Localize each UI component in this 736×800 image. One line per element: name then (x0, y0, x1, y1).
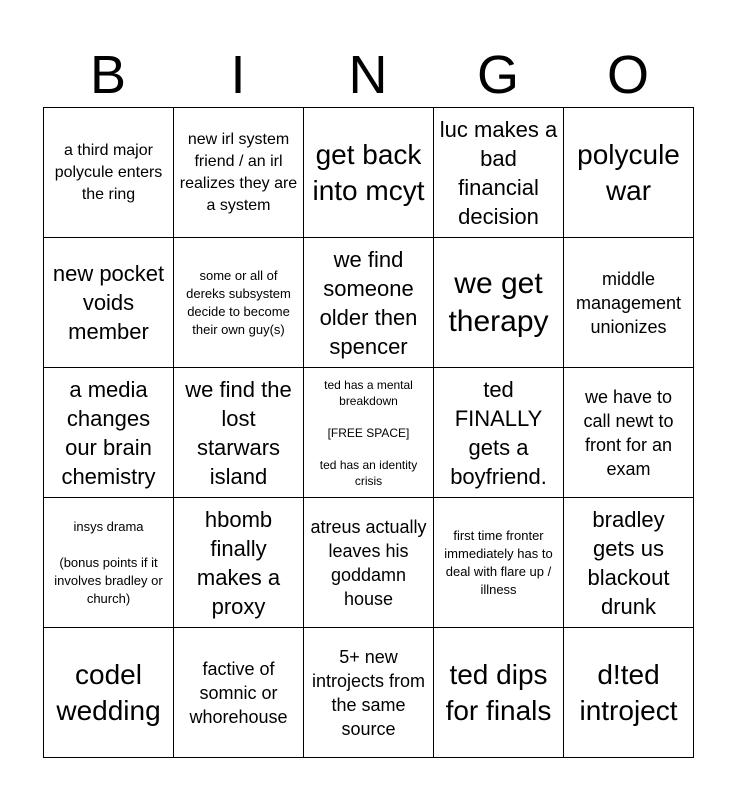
header-letter-b: B (89, 45, 127, 105)
bingo-cell[interactable] (174, 628, 304, 758)
header-letter-n: N (348, 45, 388, 105)
cell-text: 5+ new introjects from the same source (311, 646, 426, 739)
cell-text: insys drama (bonus points if it involves bradley or church) (54, 518, 163, 606)
cell-text: we have to call newt to front for an exam (583, 386, 674, 479)
cell-text: new pocket voids member (52, 261, 165, 344)
bingo-cell[interactable] (434, 238, 564, 368)
bingo-cell[interactable] (174, 108, 304, 238)
bingo-cell[interactable] (434, 498, 564, 628)
cell-text: we get therapy (448, 266, 549, 338)
bingo-cell[interactable] (174, 368, 304, 498)
bingo-cell-free-space[interactable] (304, 368, 434, 498)
cell-text: first time fronter immediately has to deal with flare up / illness (444, 527, 553, 597)
bingo-header (43, 44, 693, 106)
cell-text: polycule war (577, 138, 680, 206)
cell-text: we find someone older then spencer (319, 246, 418, 359)
bingo-cell[interactable] (44, 498, 174, 628)
header-letter-g: G (476, 45, 519, 105)
cell-text: factive of somnic or whorehouse (189, 658, 288, 727)
bingo-cell[interactable] (44, 628, 174, 758)
cell-text: new irl system friend / an irl realizes they are a system (179, 130, 298, 214)
bingo-cell[interactable] (44, 368, 174, 498)
bingo-cell[interactable] (564, 368, 694, 498)
cell-text: ted has a mental breakdown [FREE SPACE] ted has an identity crisis (319, 377, 418, 488)
bingo-cell[interactable] (564, 108, 694, 238)
bingo-board (43, 107, 694, 758)
bingo-cell[interactable] (174, 498, 304, 628)
cell-text: ted FINALLY gets a boyfriend. (450, 376, 547, 489)
bingo-cell[interactable] (434, 108, 564, 238)
cell-text: atreus actually leaves his goddamn house (310, 516, 427, 609)
cell-text: codel wedding (56, 658, 161, 726)
cell-text: some or all of dereks subsystem decide to become their own guy(s) (186, 267, 291, 337)
bingo-cell[interactable] (434, 628, 564, 758)
bingo-cell[interactable] (564, 238, 694, 368)
cell-text: middle management unionizes (575, 268, 682, 337)
bingo-cell[interactable] (564, 628, 694, 758)
bingo-cell[interactable] (304, 238, 434, 368)
cell-text: we find the lost starwars island (185, 376, 292, 489)
cell-text: a media changes our brain chemistry (61, 376, 156, 489)
bingo-cell[interactable] (304, 498, 434, 628)
cell-text: get back into mcyt (312, 138, 425, 206)
header-letter-o: O (606, 45, 649, 105)
bingo-cell[interactable] (44, 108, 174, 238)
bingo-cell[interactable] (44, 238, 174, 368)
cell-text: hbomb finally makes a proxy (196, 506, 281, 619)
cell-text: bradley gets us blackout drunk (587, 506, 670, 619)
cell-text: ted dips for finals (445, 658, 552, 726)
bingo-cell[interactable] (564, 498, 694, 628)
cell-text: luc makes a bad financial decision (439, 116, 558, 229)
bingo-cell[interactable] (434, 368, 564, 498)
cell-text: a third major polycule enters the ring (54, 141, 163, 203)
cell-text: d!ted introject (579, 658, 678, 726)
bingo-cell[interactable] (304, 628, 434, 758)
bingo-cell[interactable] (304, 108, 434, 238)
bingo-cell[interactable] (174, 238, 304, 368)
header-letter-i: I (230, 45, 246, 105)
